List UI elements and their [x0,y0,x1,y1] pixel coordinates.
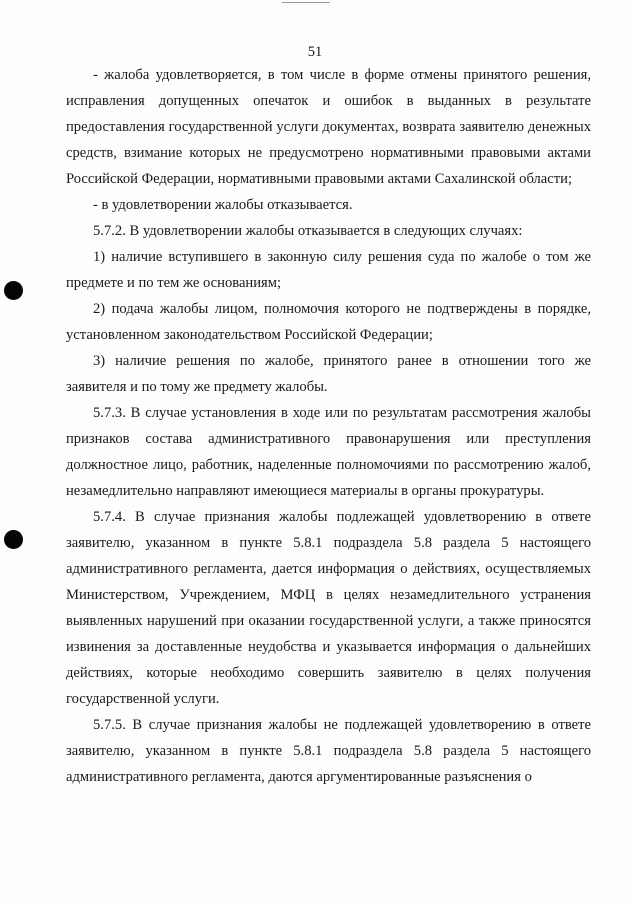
punch-hole-upper [4,281,23,300]
paragraph-complaint-satisfied: - жалоба удовлетворяется, в том числе в форме отмены принятого решения, исправления допущенных опечаток и ошибок в выданных в результате предоставления государственной услуги документах, возврата заявителю денежных средств, взимание которых не предусмотрено нормативными правовыми актами Российской Федерации, нормативными правовыми актами Сахалинской области; [66,67,591,187]
document-body [66,62,591,790]
paragraph-complaint-refused: - в удовлетворении жалобы отказывается. [93,197,353,213]
paragraph-5-7-2-item-1: 1) наличие вступившего в законную силу решения суда по жалобе о том же предмете и по тем же основаниям; [66,249,591,291]
paragraph-5-7-2-item-3: 3) наличие решения по жалобе, принятого ранее в отношении того же заявителя и по тому же предмету жалобы. [66,353,591,395]
paragraph-5-7-3: 5.7.3. В случае установления в ходе или по результатам рассмотрения жалобы признаков состава административного правонарушения или преступления должностное лицо, работник, наделенные полномочиями по рассмотрению жалоб, незамедлительно направляют имеющиеся материалы в органы прокуратуры. [66,405,591,499]
paragraph-5-7-2: 5.7.2. В удовлетворении жалобы отказывается в следующих случаях: [93,223,523,239]
page-number: 51 [307,44,323,60]
punch-hole-lower [4,530,23,549]
paragraph-5-7-4: 5.7.4. В случае признания жалобы подлежащей удовлетворению в ответе заявителю, указанном в пункте 5.8.1 подраздела 5.8 раздела 5 настоящего административного регламента, дается информация о действиях, осуществляемых Министерством, Учреждением, МФЦ в целях незамедлительного устранения выявленных нарушений при оказании государственной услуги, а также приносятся извинения за доставленные неудобства и указывается информация о дальнейших действиях, которые необходимо совершить заявителю в целях получения государственной услуги. [66,509,591,707]
scan-edge-mark [282,2,330,3]
paragraph-5-7-5: 5.7.5. В случае признания жалобы не подлежащей удовлетворению в ответе заявителю, указанном в пункте 5.8.1 подраздела 5.8 раздела 5 настоящего административного регламента, даются аргументированные разъяснения о [66,717,591,785]
paragraph-5-7-2-item-2: 2) подача жалобы лицом, полномочия которого не подтверждены в порядке, установленном законодательством Российской Федерации; [66,301,591,343]
